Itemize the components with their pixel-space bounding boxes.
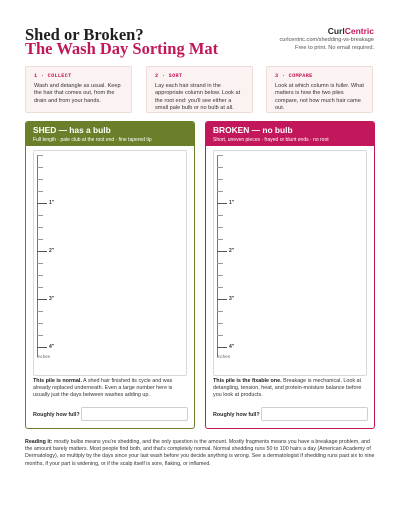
ruler-major-tick [37, 347, 47, 348]
shed-column-header [26, 122, 194, 146]
ruler-major-tick [217, 299, 227, 300]
ruler-minor-tick [217, 179, 223, 180]
broken-howfull-label: Roughly how full? [213, 412, 260, 418]
step-collect [25, 66, 132, 113]
ruler-major-tick [37, 299, 47, 300]
shed-note [33, 378, 189, 399]
shed-howfull-input[interactable] [81, 407, 188, 421]
reading-guide [25, 439, 375, 468]
ruler-minor-tick [217, 239, 223, 240]
step-text: Wash and detangle as usual. Keep the hair that comes out, from the drain and from your hands. [34, 83, 121, 104]
brand-logo [328, 26, 374, 36]
ruler-inch-label: 2" [49, 248, 55, 254]
ruler-minor-tick [217, 167, 223, 168]
ruler-minor-tick [37, 239, 43, 240]
ruler-minor-tick [217, 275, 223, 276]
ruler-minor-tick [217, 155, 223, 156]
ruler-minor-tick [37, 191, 43, 192]
ruler-inch-label: 2" [229, 248, 235, 254]
ruler-inch-label: 4" [229, 344, 235, 350]
broken-sorting-area[interactable] [213, 150, 367, 376]
step-label: 2 · SORT [155, 73, 183, 79]
shed-howfull-label: Roughly how full? [33, 412, 80, 418]
ruler-major-tick [217, 251, 227, 252]
page-title: Shed or Broken? [25, 25, 144, 44]
broken-column-header [206, 122, 374, 146]
shed-note-bold: This pile is normal. [33, 378, 82, 384]
shed-note-text: A shed hair finished its cycle and was already replaced underneath. Even a large number here is usually just the days between washes adding up. [33, 378, 173, 398]
broken-howfull-input[interactable] [261, 407, 368, 421]
ruler-minor-tick [37, 227, 43, 228]
ruler-minor-tick [37, 275, 43, 276]
ruler-inch-label: 3" [229, 296, 235, 302]
source-url: curlcentric.com/shedding-vs-breakage [279, 37, 374, 43]
ruler-unit-label: inches [217, 354, 231, 359]
shed-column-subtitle: Full length · pale club at the root end · fine tapered tip [33, 136, 152, 143]
ruler-minor-tick [217, 191, 223, 192]
ruler-major-tick [217, 347, 227, 348]
ruler-minor-tick [37, 155, 43, 156]
ruler-minor-tick [37, 323, 43, 324]
ruler-minor-tick [217, 335, 223, 336]
ruler-line [37, 155, 38, 357]
ruler-minor-tick [217, 287, 223, 288]
step-sort [146, 66, 253, 113]
brand-name-plain: Curl [327, 26, 345, 36]
page-subtitle: The Wash Day Sorting Mat [25, 39, 219, 58]
ruler-inch-label: 1" [49, 200, 55, 206]
reading-guide-bold: Reading it: [25, 439, 53, 445]
ruler-major-tick [37, 251, 47, 252]
ruler-minor-tick [217, 311, 223, 312]
step-text: Lay each hair strand in the appropriate column below. Look at the root end: you'll see either a small pale bulb or no bulb at all. [155, 83, 241, 111]
ruler-minor-tick [217, 263, 223, 264]
broken-column-title: BROKEN — no bulb [213, 125, 293, 135]
step-text: Look at which column is fuller. What matters is how the two piles compare, not how much hair came out. [275, 83, 364, 111]
ruler-inch-label: 4" [49, 344, 55, 350]
broken-note [213, 378, 369, 399]
ruler-minor-tick [37, 179, 43, 180]
ruler-minor-tick [37, 167, 43, 168]
ruler-major-tick [37, 203, 47, 204]
broken-column [205, 121, 375, 429]
shed-sorting-area[interactable] [33, 150, 187, 376]
ruler-major-tick [217, 203, 227, 204]
ruler-minor-tick [217, 323, 223, 324]
ruler-inch-label: 3" [49, 296, 55, 302]
ruler-minor-tick [37, 263, 43, 264]
ruler-minor-tick [37, 287, 43, 288]
print-note: Free to print. No email required. [295, 44, 374, 51]
brand-name-accent: Centric [344, 26, 374, 36]
shed-column-title: SHED — has a bulb [33, 125, 111, 135]
broken-note-text: Breakage is mechanical. Look at detangling, tension, heat, and protein-moisture balance before you look at products. [213, 378, 362, 398]
shed-column [25, 121, 195, 429]
broken-note-bold: This pile is the fixable one. [213, 378, 282, 384]
ruler-minor-tick [217, 227, 223, 228]
ruler-inch-label: 1" [229, 200, 235, 206]
step-label: 1 · COLLECT [34, 73, 72, 79]
ruler-unit-label: inches [37, 354, 51, 359]
broken-column-subtitle: Short, uneven pieces · frayed or blunt ends · no root [213, 136, 329, 143]
step-label: 3 · COMPARE [275, 73, 313, 79]
ruler-minor-tick [217, 215, 223, 216]
ruler-minor-tick [37, 311, 43, 312]
step-compare [266, 66, 373, 113]
ruler-minor-tick [37, 215, 43, 216]
header-meta [279, 37, 374, 52]
reading-guide-text: mostly bulbs means you're shedding, and the only question is the amount. Mostly fragments means you have a breakage problem, and the amount barely matters. Most people find both, and that's completely normal. Normal shedding runs 50 to 100 hairs a day (American Academy of Dermatology), so multiply by the days since your last wash before you decide anything is wrong. See a dermatologist if shedding runs past six to nine months, if your part is widening, or if the scalp itself is sore, flaking, or inflamed. [25, 439, 375, 467]
ruler-line [217, 155, 218, 357]
ruler-minor-tick [37, 335, 43, 336]
